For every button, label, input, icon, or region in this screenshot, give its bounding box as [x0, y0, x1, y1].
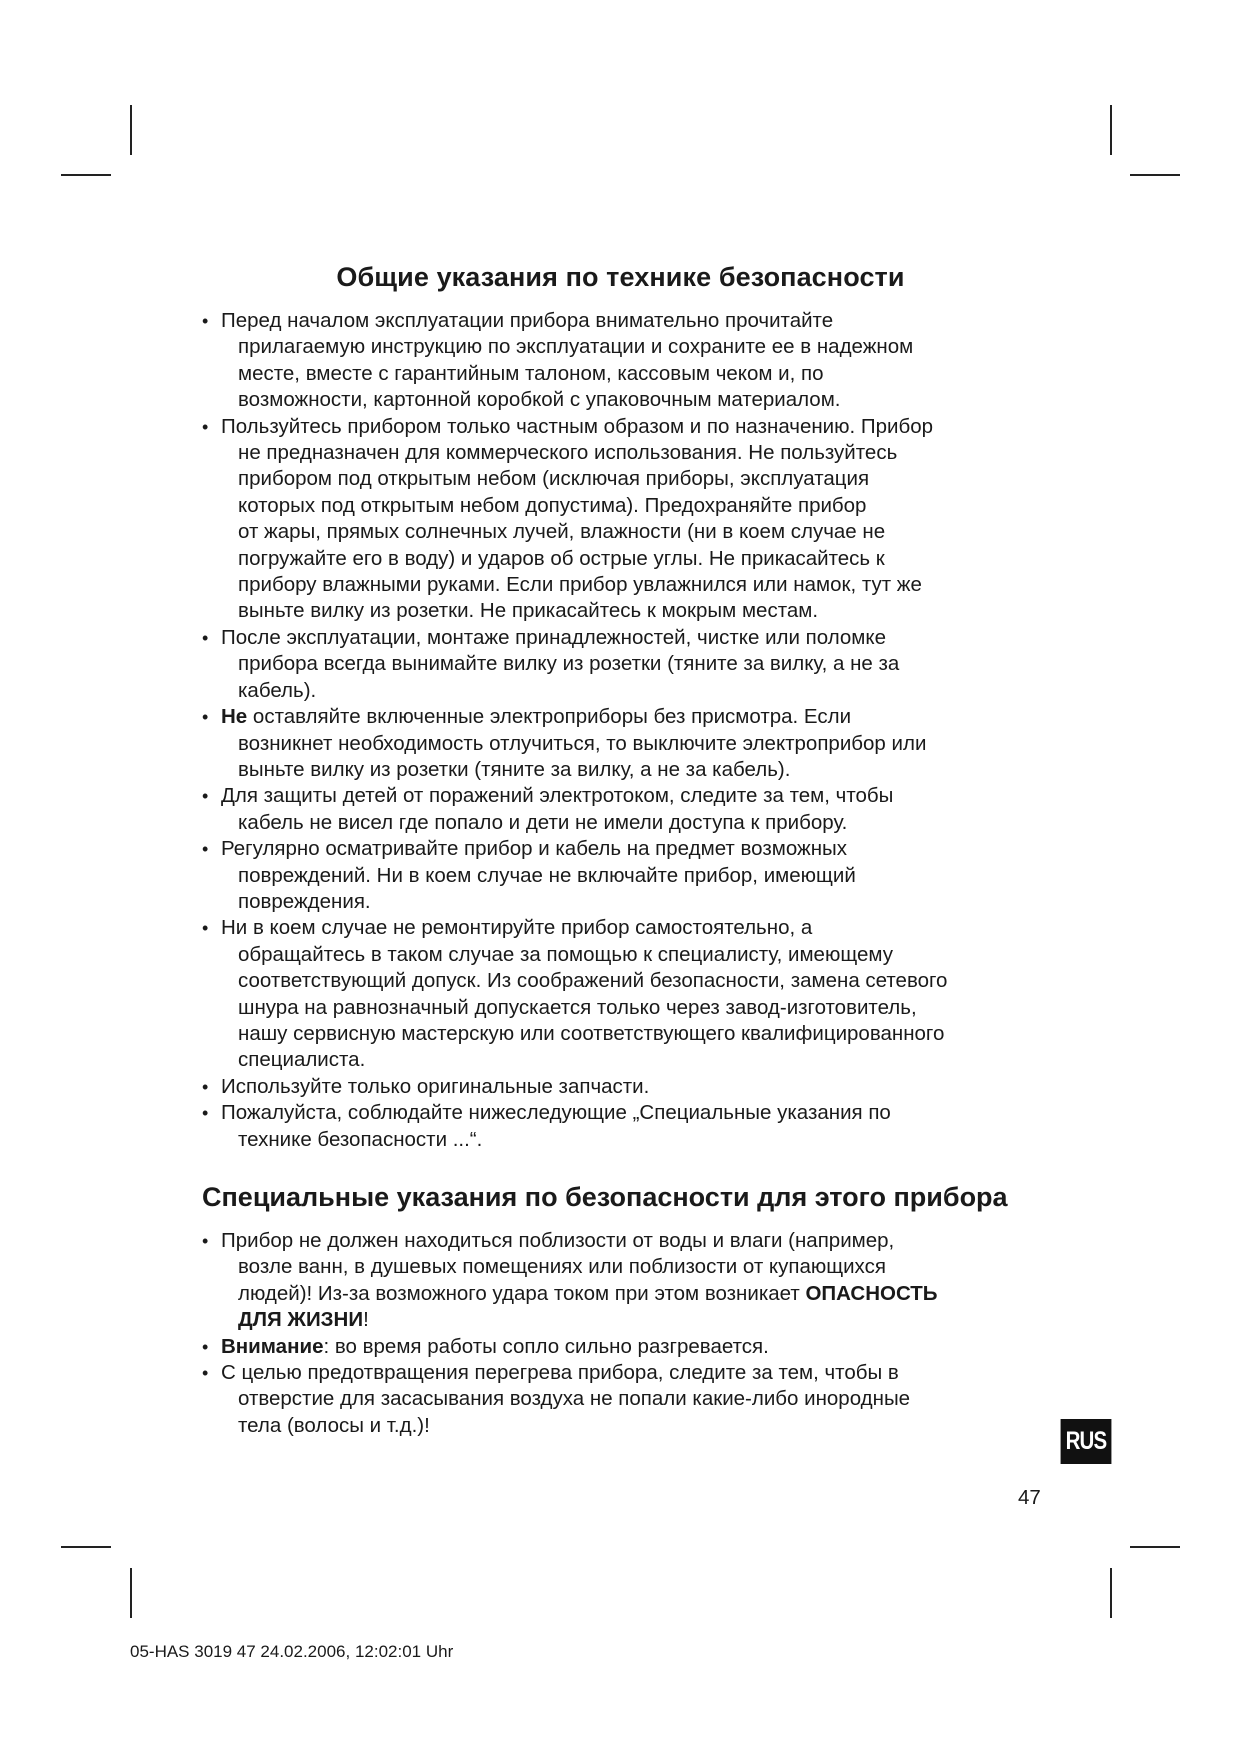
list-item: • Прибор не должен находиться поблизости от воды и влаги (например, возле ванн, в душевых помещениях или поблизости от купающихся людей)! Из-за возможного удара током при этом возникает ОПАСНОСТЬ ДЛЯ ЖИЗНИ!: [201, 1228, 1081, 1334]
crop-mark: [130, 105, 132, 155]
section-title-special-safety: Специальные указания по безопасности для этого прибора: [202, 1182, 1008, 1212]
special-safety-list: [201, 1228, 1081, 1439]
section-title-general-safety: Общие указания по технике безопасности: [336, 262, 905, 292]
list-item: • Пользуйтесь прибором только частным образом и по назначению. Прибор не предназначен для коммерческого использования. Не пользуйтесь прибором под открытым небом (исключая приборы, эксплуатация которых под открытым небом допустима). Предохраняйте прибор от жары, прямых солнечных лучей, влажности (ни в коем случае не погружайте его в воду) и ударов об острые углы. Не прикасайтесь к прибору влажными руками. Если прибор увлажнился или намок, тут же выньте вилку из розетки. Не прикасайтесь к мокрым местам.: [201, 414, 1081, 625]
list-item: • Пожалуйста, соблюдайте нижеследующие „Специальные указания по технике безопасности ...“.: [201, 1100, 1081, 1153]
print-footer: 05-HAS 3019 47 24.02.2006, 12:02:01 Uhr: [130, 1642, 454, 1661]
crop-mark: [61, 1546, 111, 1548]
crop-mark: [1110, 105, 1112, 155]
crop-mark: [1130, 1546, 1180, 1548]
language-tab: RUS: [1061, 1419, 1112, 1464]
crop-mark: [1130, 174, 1180, 176]
attention-label: Внимание: [221, 1334, 324, 1358]
crop-mark: [130, 1568, 132, 1618]
page-number: 47: [1018, 1486, 1041, 1509]
crop-mark: [1110, 1568, 1112, 1618]
danger-warning-text: ДЛЯ ЖИЗНИ: [238, 1308, 364, 1332]
list-item: • С целью предотвращения перегрева прибора, следите за тем, чтобы в отверстие для засасывания воздуха не попали какие-либо инородные тела (волосы и т.д.)!: [201, 1360, 1081, 1439]
list-item: • Не оставляйте включенные электроприборы без присмотра. Если возникнет необходимость отлучиться, то выключите электроприбор или выньте вилку из розетки (тяните за вилку, а не за кабель).: [201, 704, 1081, 783]
list-item: • После эксплуатации, монтаже принадлежностей, чистке или поломке прибора всегда вынимайте вилку из розетки (тяните за вилку, а не за кабель).: [201, 625, 1081, 704]
crop-mark: [61, 174, 111, 176]
list-item: • Для защиты детей от поражений электротоком, следите за тем, чтобы кабель не висел где попало и дети не имели доступа к прибору.: [201, 783, 1081, 836]
list-item: • Используйте только оригинальные запчасти.: [201, 1074, 1081, 1100]
list-item: • Внимание: во время работы сопло сильно разгревается.: [201, 1334, 1081, 1360]
list-item: • Регулярно осматривайте прибор и кабель на предмет возможных повреждений. Ни в коем случае не включайте прибор, имеющий повреждения.: [201, 836, 1081, 915]
general-safety-list: [201, 308, 1081, 1153]
list-item: • Ни в коем случае не ремонтируйте прибор самостоятельно, а обращайтесь в таком случае за помощью к специалисту, имеющему соответствующий допуск. Из соображений безопасности, замена сетевого шнура на равнозначный допускается только через завод-изготовитель, нашу сервисную мастерскую или соответствующего квалифицированного специалиста.: [201, 915, 1081, 1073]
list-item: • Перед началом эксплуатации прибора внимательно прочитайте прилагаемую инструкцию по эксплуатации и сохраните ее в надежном месте, вместе с гарантийным талоном, кассовым чеком и, по возможности, картонной коробкой с упаковочным материалом.: [201, 308, 1081, 414]
bold-warning-text: Не: [221, 705, 248, 729]
danger-warning-text: ОПАСНОСТЬ: [805, 1281, 938, 1305]
